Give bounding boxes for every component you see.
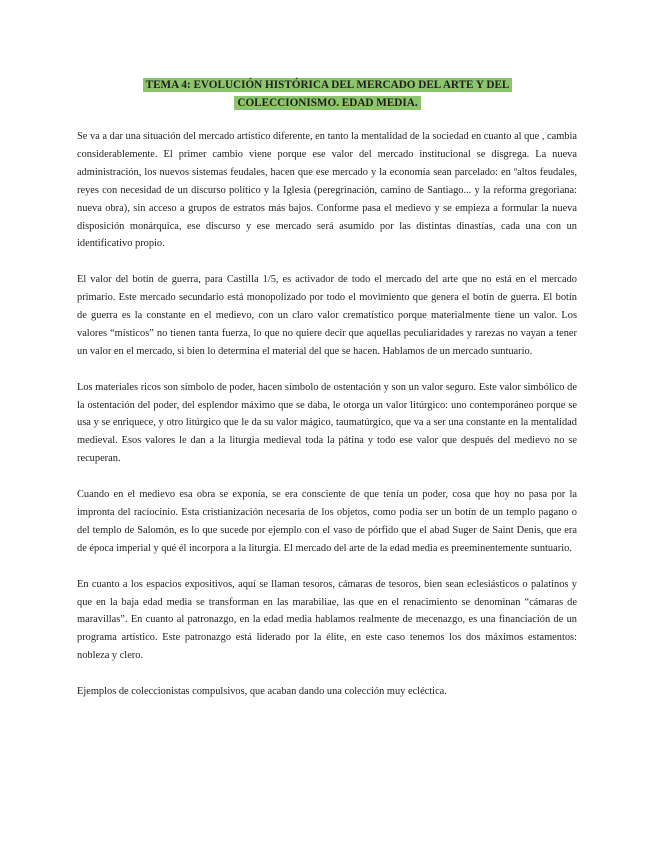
- paragraph: Ejemplos de coleccionistas compulsivos, que acaban dando una colección muy ecléctica.: [77, 686, 447, 698]
- document-body: [77, 128, 577, 719]
- paragraph: Cuando en el medievo esa obra se exponía, se era consciente de que tenía un poder, cosa que hoy no pasa por la impronta del raciocinio. Esta cristianización necesaria de los objetos, como podía ser un botín de un templo pagano o del templo de Salomón, es lo que sucede por ejemplo con el vaso de pórfido que el abad Suger de Saint Denis, que era de época imperial y qué él incorpora a la liturgia. El mercado del arte de la edad media es preeminentemente suntuario.: [77, 489, 577, 554]
- paragraph: El valor del botín de guerra, para Castilla 1/5, es activador de todo el mercado del arte que no está en el mercado primario. Este mercado secundario está monopolizado por todo el movimiento que genera el botín de guerra. El botín de guerra es la constante en el medievo, con un claro valor crematístico porque materialmente tiene un valor. Los valores “místicos” no tienen tanta fuerza, lo que no quiere decir que aquellas peculiaridades y rarezas no vayan a tener un valor en el mercado, si bien lo determina el material del que se hacen. Hablamos de un mercado suntuario.: [77, 274, 577, 357]
- paragraph: Los materiales ricos son símbolo de poder, hacen símbolo de ostentación y son un valor seguro. Este valor simbólico de la ostentación del poder, del esplendor máximo que se daba, le otorga un valor litúrgico: uno contemporáneo porque se usa y se enriquece, y otro litúrgico que le da su valor mágico, taumatúrgico, que va a ser una constante en la mentalidad medieval. Esos valores le dan a la liturgia medieval toda la pátina y todo ese valor que después del medievo no se recuperan.: [77, 381, 577, 465]
- title-line-1: TEMA 4: EVOLUCIÓN HISTÓRICA DEL MERCADO DEL ARTE Y DEL: [143, 78, 513, 92]
- title-line-2: COLECCIONISMO. EDAD MEDIA.: [234, 96, 420, 110]
- paragraph: Se va a dar una situación del mercado artístico diferente, en tanto la mentalidad de la sociedad en cuanto al que , cambia considerablemente. El primer cambio viene porque ese valor del mercado institucional se disgrega. La nueva administración, los nuevos sistemas feudales, hacen que ese mercado y la economía sean parcelado: en ºaltos feudales, reyes con necesidad de un discurso político y la Iglesia (peregrinación, camino de Santiago... y la reforma gregoriana: nueva obra), sin acceso a grupos de estratos más bajos. Conforme pasa el medievo y se empieza a formular la nueva disposición monárquica, ese discurso y ese mercado será asumido por las distintas dinastías, cada una con un identificativo propio.: [77, 131, 577, 250]
- paragraph: En cuanto a los espacios expositivos, aquí se llaman tesoros, cámaras de tesoros, bien sean eclesiásticos o palatinos y que en la baja edad media se transforman en las marabiliae, las que en el renacimiento se denominan “cámaras de maravillas”. En cuanto al patronazgo, en la edad media hablamos realmente de mecenazgo, es una financiación de un programa artístico. Este patronazgo está liderado por la élite, en este caso tenemos los dos máximos estamentos: nobleza y clero.: [77, 578, 577, 662]
- document-title: [0, 76, 655, 112]
